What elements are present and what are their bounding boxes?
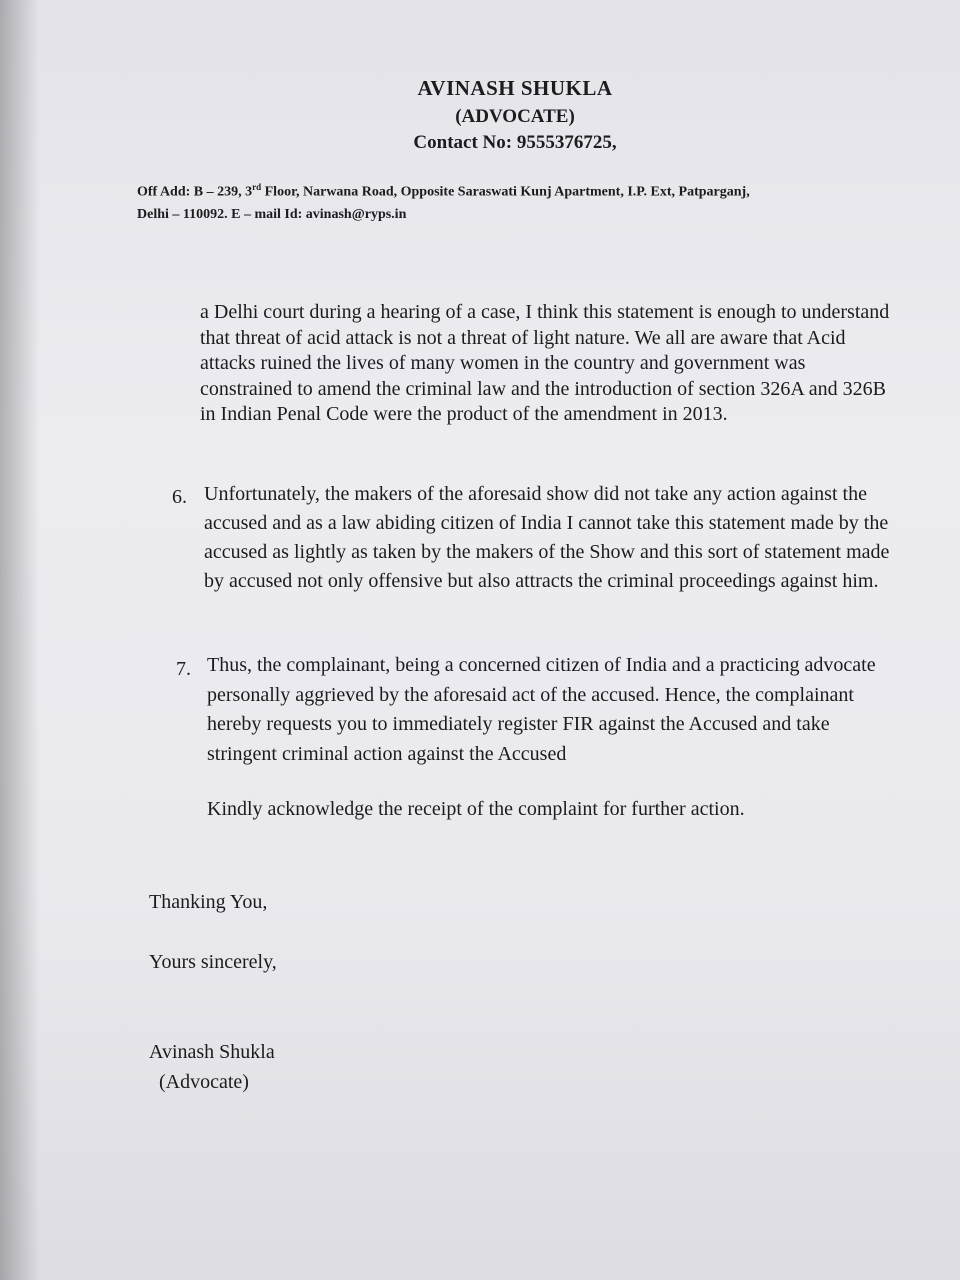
item-number-7: 7. [176,658,191,680]
page-edge-shadow [0,0,40,1280]
continuation-paragraph: a Delhi court during a hearing of a case, I think this statement is enough to understand that threat of acid attack is not a threat of light nature. We all are aware that Acid attacks ruined the lives of many women in the country and government was constrained to amend the criminal law and the introduction of section 326A and 326B in Indian Penal Code were the product of the amendment in 2013. [200,301,890,425]
signatory-name: Avinash Shukla [149,1041,275,1063]
closing-salutation: Yours sincerely, [149,951,277,973]
item-paragraph-6: Unfortunately, the makers of the aforesaid show did not take any action against the accused and as a law abiding citizen of India I cannot take this statement made by the accused as lightly as taken by the makers of the Show and this sort of statement made by accused not only offensive but also attracts the criminal proceedings against him. [204,483,890,592]
letterhead-name: AVINASH SHUKLA [417,76,613,100]
letterhead-contact: Contact No: 9555376725, [413,132,617,153]
address-sup: rd [252,182,262,192]
letterhead-designation: (ADVOCATE) [455,106,575,127]
item-number-6: 6. [172,486,187,508]
address-part1: Off Add: B – 239, 3 [137,184,253,200]
address-line2: Delhi – 110092. E – mail Id: avinash@ryps.in [137,206,407,222]
acknowledgement-line: Kindly acknowledge the receipt of the complaint for further action. [207,798,745,820]
letterhead-address [137,176,897,226]
closing-thanks: Thanking You, [149,891,268,913]
signatory-role: (Advocate) [159,1071,249,1093]
address-part2: Floor, Narwana Road, Opposite Saraswati Kunj Apartment, I.P. Ext, Patparganj, [261,184,750,200]
item-paragraph-7: Thus, the complainant, being a concerned citizen of India and a practicing advocate personally aggrieved by the aforesaid act of the accused. Hence, the complainant hereby requests you to immediately register FIR against the Accused and take stringent criminal action against the Accused [207,654,876,765]
